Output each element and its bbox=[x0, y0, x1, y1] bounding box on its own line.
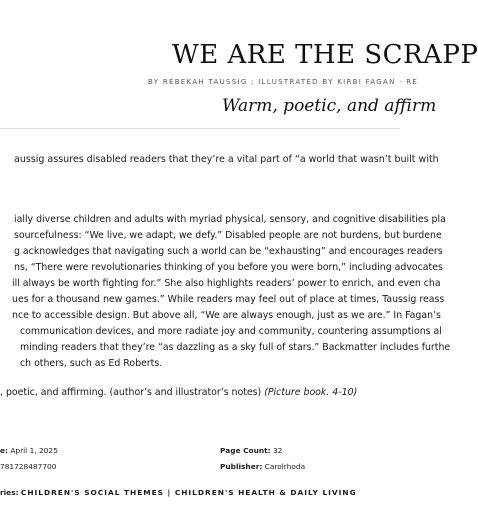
publisher-value: Carolrhoda bbox=[264, 462, 306, 471]
page-count-value: 32 bbox=[272, 446, 283, 455]
pub-date-value: April 1, 2025 bbox=[10, 446, 58, 455]
review-line: sourcefulness: “We live, we adapt, we defy.” Disabled people are not burdens, but burdene bbox=[14, 230, 442, 241]
pub-date-row bbox=[0, 446, 58, 455]
review-line: g acknowledges that navigating such a world can be “exhausting” and encourages readers bbox=[14, 246, 443, 257]
page-count-row bbox=[220, 446, 282, 455]
review-line: ch others, such as Ed Roberts. bbox=[20, 358, 163, 369]
header-divider bbox=[0, 128, 400, 129]
review-body bbox=[0, 212, 450, 372]
publisher-label: Publisher: bbox=[220, 462, 263, 471]
review-verdict bbox=[0, 387, 357, 398]
pub-date-label: e: bbox=[0, 446, 8, 455]
review-line: ially diverse children and adults with myriad physical, sensory, and cognitive disabilities pla bbox=[14, 214, 446, 225]
book-title: WE ARE THE SCRAPP bbox=[172, 40, 478, 70]
review-line: minding readers that they’re “as dazzling as a sky full of stars.” Backmatter includes furthe bbox=[20, 342, 451, 353]
isbn-row bbox=[0, 462, 56, 471]
isbn-value: 781728487700 bbox=[0, 462, 57, 471]
categories-row bbox=[0, 488, 357, 497]
verdict-text: , poetic, and affirming. (author’s and illustrator’s notes) bbox=[0, 387, 262, 398]
age-range: (Picture book. 4-10) bbox=[264, 387, 358, 398]
categories-link[interactable]: CHILDREN'S SOCIAL THEMES | CHILDREN'S HEALTH & DAILY LIVING bbox=[20, 488, 357, 497]
review-line: communication devices, and more radiate joy and community, countering assumptions al bbox=[20, 326, 442, 337]
categories-label: ries: bbox=[0, 488, 19, 497]
review-lead: aussig assures disabled readers that they’re a vital part of “a world that wasn’t built with bbox=[14, 154, 439, 165]
publisher-row bbox=[220, 462, 305, 471]
review-tagline: Warm, poetic, and affirm bbox=[222, 96, 437, 116]
page-count-label: Page Count: bbox=[220, 446, 271, 455]
review-line: nce to accessible design. But above all, “We are always enough, just as we are.” In Fagan’s bbox=[12, 310, 441, 321]
review-line: ill always be worth fighting for.” She also highlights readers’ power to enrich, and even cha bbox=[12, 278, 441, 289]
review-line: ues for a thousand new games.” While readers may feel out of place at times, Taussig reass bbox=[12, 294, 445, 305]
review-line: ns, “There were revolutionaries thinking of you before you were born,” including advocates bbox=[14, 262, 443, 273]
book-byline: BY REBEKAH TAUSSIG ; ILLUSTRATED BY KIRBI FAGAN · RE bbox=[148, 78, 419, 86]
